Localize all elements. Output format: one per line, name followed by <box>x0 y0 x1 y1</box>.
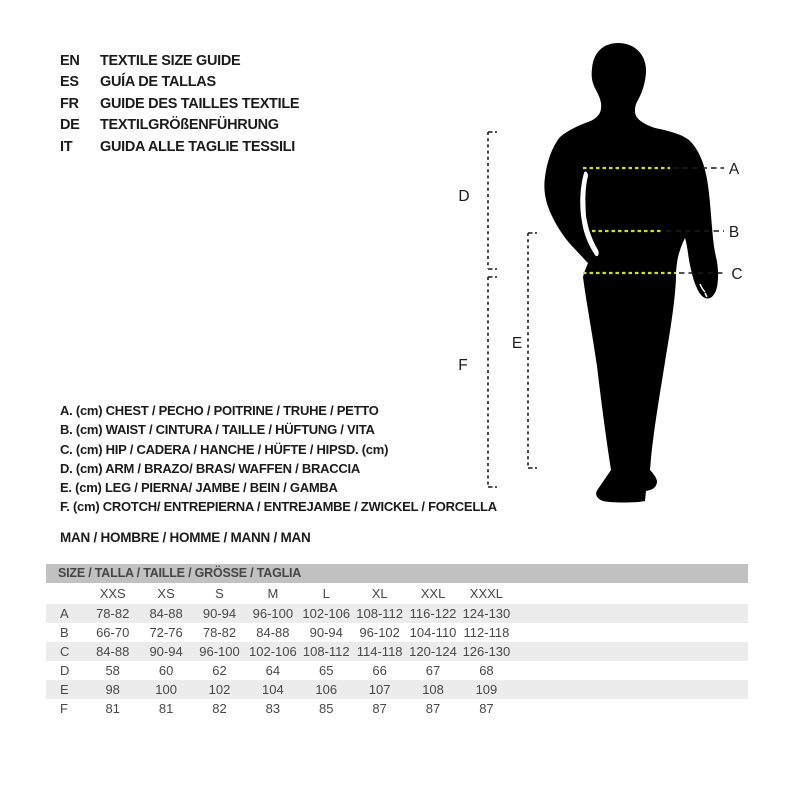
table-cell: 62 <box>212 663 227 678</box>
column-header: XS <box>157 586 175 601</box>
column-header: L <box>322 586 330 601</box>
table-cell: 126-130 <box>462 644 511 659</box>
label-leg: E <box>511 335 523 352</box>
label-chest: A <box>728 161 740 178</box>
column-header: S <box>215 586 224 601</box>
row-label: C <box>60 644 70 659</box>
table-cell: 84-88 <box>96 644 130 659</box>
table-cell: 83 <box>265 701 281 716</box>
table-cell: 106 <box>315 682 338 697</box>
row-label: D <box>60 663 70 678</box>
label-hip: C <box>731 266 743 283</box>
table-row-waist <box>46 623 748 642</box>
table-cell: 60 <box>158 663 174 678</box>
table-cell: 100 <box>155 682 177 697</box>
table-cell: 78-82 <box>202 625 237 640</box>
legend-item: A. (cm) CHEST / PECHO / POITRINE / TRUHE / PETTO <box>60 403 379 418</box>
table-cell: 64 <box>265 663 281 678</box>
measurement-legend <box>60 401 497 517</box>
row-label: A <box>60 606 69 621</box>
table-cell: 116-122 <box>409 606 457 621</box>
table-cell: 102-106 <box>249 644 297 659</box>
table-cell: 112-118 <box>463 625 510 640</box>
table-cell: 104-110 <box>409 625 457 640</box>
table-cell: 78-82 <box>96 606 130 621</box>
table-cell: 98 <box>105 682 120 697</box>
table-cell: 108 <box>422 682 444 697</box>
table-cell: 104 <box>262 682 284 697</box>
language-code: IT <box>60 138 73 155</box>
table-row-arm <box>46 661 748 680</box>
table-row-hip <box>46 642 748 661</box>
table-cell: 90-94 <box>149 644 183 659</box>
table-cell: 66 <box>372 663 387 678</box>
language-code: EN <box>60 53 80 69</box>
table-cell: 67 <box>425 663 441 678</box>
table-cell: 81 <box>105 701 120 716</box>
legend-item: E. (cm) LEG / PIERNA/ JAMBE / BEIN / GAMBA <box>60 480 338 496</box>
size-table-header-bar: SIZE / TALLA / TAILLE / GRÖSSE / TAGLIA <box>46 564 748 583</box>
table-cell: 96-100 <box>199 644 240 659</box>
column-header: M <box>267 586 279 601</box>
table-cell: 58 <box>105 663 120 678</box>
guide-title: TEXTILE SIZE GUIDE <box>100 53 241 69</box>
legend-item: C. (cm) HIP / CADERA / HANCHE / HÜFTE / HIPSD. (cm) <box>60 441 389 457</box>
table-cell: 87 <box>479 701 494 716</box>
table-cell: 108-112 <box>356 606 404 621</box>
table-cell: 96-102 <box>359 625 400 640</box>
table-cell: 87 <box>425 701 441 716</box>
table-cell: 66-70 <box>96 625 130 640</box>
table-cell: 82 <box>212 701 227 716</box>
table-cell: 84-88 <box>149 606 183 621</box>
table-cell: 90-94 <box>309 625 343 640</box>
table-row-crotch <box>46 699 748 718</box>
table-row-chest <box>46 604 748 623</box>
legend-item: D. (cm) ARM / BRAZO/ BRAS/ WAFFEN / BRACCIA <box>60 460 361 476</box>
table-cell: 108-112 <box>302 644 350 659</box>
table-cell: 109 <box>475 682 498 697</box>
row-label: E <box>60 682 69 697</box>
table-cell: 120-124 <box>409 644 457 659</box>
label-crotch: F <box>458 357 468 374</box>
table-cell: 68 <box>479 663 494 678</box>
guide-title: GUIDA ALLE TAGLIE TESSILI <box>100 138 295 155</box>
label-waist: B <box>728 224 740 241</box>
table-cell: 102 <box>208 682 231 697</box>
guide-title: GUIDE DES TAILLES TEXTILE <box>100 95 300 112</box>
size-table <box>46 564 748 718</box>
gender-heading: MAN / HOMBRE / HOMME / MANN / MAN <box>60 530 311 545</box>
row-label: B <box>60 625 69 640</box>
table-cell: 85 <box>319 701 334 716</box>
row-label: F <box>60 701 68 716</box>
legend-item: F. (cm) CROTCH/ ENTREPIERNA / ENTREJAMBE / ZWICKEL / FORCELLA <box>60 499 497 515</box>
table-cell: 107 <box>368 682 391 697</box>
table-row-leg <box>46 680 748 699</box>
table-cell: 90-94 <box>202 606 237 621</box>
table-cell: 72-76 <box>149 625 183 640</box>
table-cell: 87 <box>372 701 387 716</box>
legend-item: B. (cm) WAIST / CINTURA / TAILLE / HÜFTUNG / VITA <box>60 422 375 438</box>
label-arm: D <box>458 188 470 205</box>
language-code: ES <box>60 74 79 91</box>
table-cell: 84-88 <box>256 625 290 640</box>
table-cell: 65 <box>319 663 334 678</box>
column-header: XXL <box>420 586 446 601</box>
table-cell: 96-100 <box>252 606 294 621</box>
column-header: XL <box>371 586 388 601</box>
table-cell: 81 <box>158 701 174 716</box>
table-cell: 124-130 <box>462 606 511 621</box>
guide-title: GUÍA DE TALLAS <box>100 74 216 91</box>
size-column-header-row <box>46 583 748 604</box>
column-header: XXXL <box>469 586 504 601</box>
column-header: XXS <box>99 586 126 601</box>
language-code: DE <box>60 117 80 134</box>
language-code: FR <box>60 95 79 112</box>
guide-title: TEXTILGRÖßENFÜHRUNG <box>100 117 279 134</box>
table-cell: 102-106 <box>302 606 351 621</box>
table-cell: 114-118 <box>356 644 403 659</box>
